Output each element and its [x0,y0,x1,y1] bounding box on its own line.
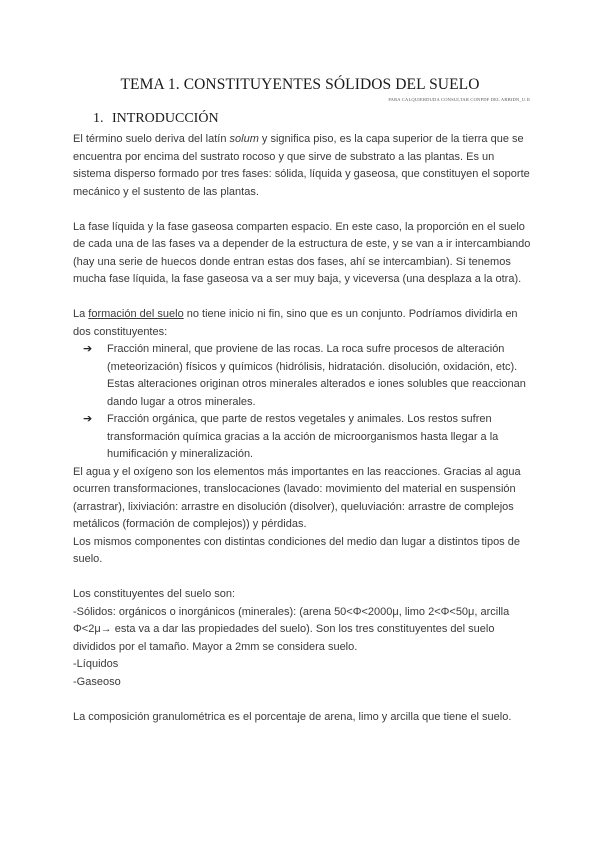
paragraph-water-oxygen: El agua y el oxígeno son los elementos más importantes en las reacciones. Gracias al agua ocurren transformaciones, translocaciones (lavado: movimiento del material en suspensión (arrastrar), lixiviación: arrastre en disolución (disolver), queluviación: arrastre de complejos metálicos (formación de complejos)) y pérdidas. [73,465,521,530]
paragraph-definition [73,131,531,201]
paragraph-text: y significa piso, es la capa superior de la tierra que se encuentra por encima del sustrato rocoso y que sirve de substrato a las plantas. Es un sistema disperso formado por tres fases: sólida, líquida y gaseosa, que constituyen el soporte mecánico y el sustento de las plantas. [73,133,530,198]
arrow-icon: ➔ [83,413,93,425]
section-heading [93,111,219,127]
paragraph-gases: -Gaseoso [73,675,121,688]
paragraph-text: La [73,308,89,320]
paragraph-phases: La fase líquida y la fase gaseosa comparten espacio. En este caso, la proporción en el suelo de cada una de las fases va a depender de la estructura de este, y se van a ir intercambiando (hay una serie de huecos donde entran estas dos fases, ahí se intercambian). Si tenemos mucha fase líquida, la fase gaseosa va a ser muy baja, y viceversa (una desplaza a la otra). [73,220,531,285]
list-item-text: Fracción orgánica, que parte de restos vegetales y animales. Los restos sufren transformación química gracias a la acción de microorganismos hasta llegar a la humificación y mineralización. [107,413,499,460]
arrow-icon: ➔ [83,343,93,355]
paragraph-text: El término suelo deriva del latín [73,133,230,145]
formacion-link[interactable]: formación del suelo [88,308,184,320]
latin-term: solum [229,133,259,145]
constituents-list [73,341,531,464]
paragraph-soil-types: Los mismos componentes con distintas condiciones del medio dan lugar a distintos tipos de suelo. [73,535,520,565]
document-body [73,131,531,726]
header-note: PARA CALQUIERDUDA CONSULTAR CONPDF DEL ARBIDN_U.II [388,97,530,102]
paragraph-constituents-intro: Los constituyentes del suelo son: [73,588,236,600]
list-item [83,341,531,411]
list-item [83,411,531,464]
section-title: INTRODUCCIÓN [112,111,219,126]
paragraph-formation [73,306,531,341]
list-item-text: Fracción mineral, que proviene de las rocas. La roca sufre procesos de alteración (meteorización) físicos y químicos (hidrólisis, hidratación. disolución, oxidación, etc). Estas alteraciones originan otros minerales alterados e iones solubles que reaccionan dando lugar a otros minerales. [107,343,526,408]
document-title: TEMA 1. CONSTITUYENTES SÓLIDOS DEL SUELO [120,76,480,93]
paragraph-liquids: -Líquidos [73,658,119,670]
paragraph-granulometry: La composición granulométrica es el porcentaje de arena, limo y arcilla que tiene el suelo. [73,710,512,723]
paragraph-solids: -Sólidos: orgánicos o inorgánicos (minerales): (arena 50<Φ<2000μ, limo 2<Φ<50μ, arcilla Φ<2μ→ esta va a dar las propiedades del suelo). Son los tres constituyentes del suelo divididos por el tamaño. Mayor a 2mm se considera suelo. [73,605,510,653]
paragraph-text: no tiene inicio ni fin, sino que es un conjunto. Podríamos dividirla en dos constituyentes: [73,308,518,338]
section-number: 1. [93,111,104,126]
